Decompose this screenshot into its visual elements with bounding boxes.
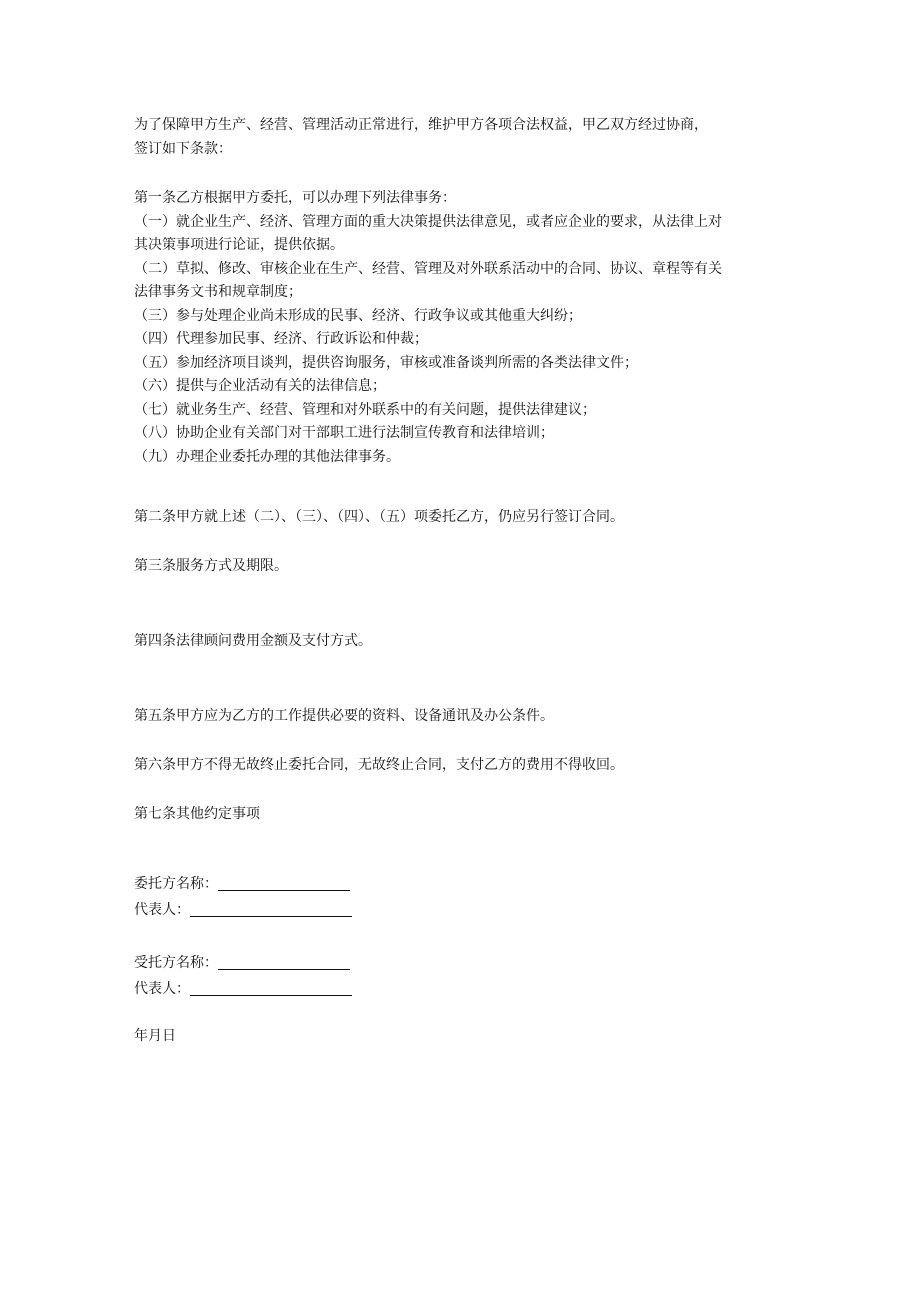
trustee-rep-blank[interactable]	[190, 980, 352, 996]
article-6	[134, 754, 794, 778]
client-name-row	[134, 870, 794, 896]
article-1-item: （二）草拟、修改、审核企业在生产、经营、管理及对外联系活动中的合同、协议、章程等有关	[134, 260, 722, 277]
article-1-title: 第一条乙方根据甲方委托，可以办理下列法律事务：	[134, 190, 456, 206]
article-1-item: （一）就企业生产、经济、管理方面的重大决策提供法律意见，或者应企业的要求，从法律上对	[134, 213, 722, 230]
client-rep-label: 代表人：	[134, 901, 190, 918]
trustee-name-row	[134, 949, 794, 975]
date-text: 年月日	[134, 1028, 176, 1044]
date-line	[134, 1025, 794, 1049]
article-1-item: （六）提供与企业活动有关的法律信息；	[134, 378, 386, 394]
article-4	[134, 630, 794, 654]
article-1	[134, 187, 794, 469]
article-3-text: 第三条服务方式及期限。	[134, 558, 288, 574]
article-1-item: （七）就业务生产、经营、管理和对外联系中的有关问题，提供法律建议；	[134, 401, 596, 418]
article-3	[134, 555, 794, 579]
trustee-signature-block	[134, 949, 794, 1001]
intro-line-1: 为了保障甲方生产、经营、管理活动正常进行，维护甲方各项合法权益，甲乙双方经过协商，	[134, 117, 708, 133]
article-7-text: 第七条其他约定事项	[134, 806, 260, 822]
trustee-rep-label: 代表人：	[134, 980, 190, 997]
article-6-text: 第六条甲方不得无故终止委托合同，无故终止合同，支付乙方的费用不得收回。	[134, 757, 624, 773]
article-1-item: 其决策事项进行论证，提供依据。	[134, 237, 344, 253]
trustee-name-label: 受托方名称：	[134, 954, 218, 971]
article-4-text: 第四条法律顾问费用金额及支付方式。	[134, 633, 372, 649]
article-1-item: （九）办理企业委托办理的其他法律事务。	[134, 448, 400, 465]
article-1-item: （四）代理参加民事、经济、行政诉讼和仲裁；	[134, 331, 428, 347]
trustee-rep-row	[134, 975, 794, 1001]
client-signature-block	[134, 870, 794, 922]
client-rep-row	[134, 896, 794, 922]
article-1-item: （五）参加经济项目谈判，提供咨询服务，审核或准备谈判所需的各类法律文件；	[134, 354, 638, 371]
trustee-name-blank[interactable]	[218, 954, 350, 970]
article-1-item: （三）参与处理企业尚未形成的民事、经济、行政争议或其他重大纠纷；	[134, 307, 582, 324]
article-7	[134, 803, 794, 827]
intro-line-2: 签订如下条款：	[134, 140, 232, 157]
article-2-text: 第二条甲方就上述（二）、（三）、（四）、（五）项委托乙方，仍应另行签订合同。	[134, 509, 624, 525]
client-name-blank[interactable]	[218, 875, 350, 891]
article-1-item: 法律事务文书和规章制度；	[134, 284, 302, 300]
client-rep-blank[interactable]	[190, 901, 352, 917]
client-name-label: 委托方名称：	[134, 875, 218, 892]
intro-paragraph	[134, 114, 794, 161]
article-1-item: （八）协助企业有关部门对干部职工进行法制宣传教育和法律培训；	[134, 425, 554, 441]
article-5-text: 第五条甲方应为乙方的工作提供必要的资料、设备通讯及办公条件。	[134, 708, 554, 724]
article-2	[134, 506, 794, 530]
article-5	[134, 705, 794, 729]
